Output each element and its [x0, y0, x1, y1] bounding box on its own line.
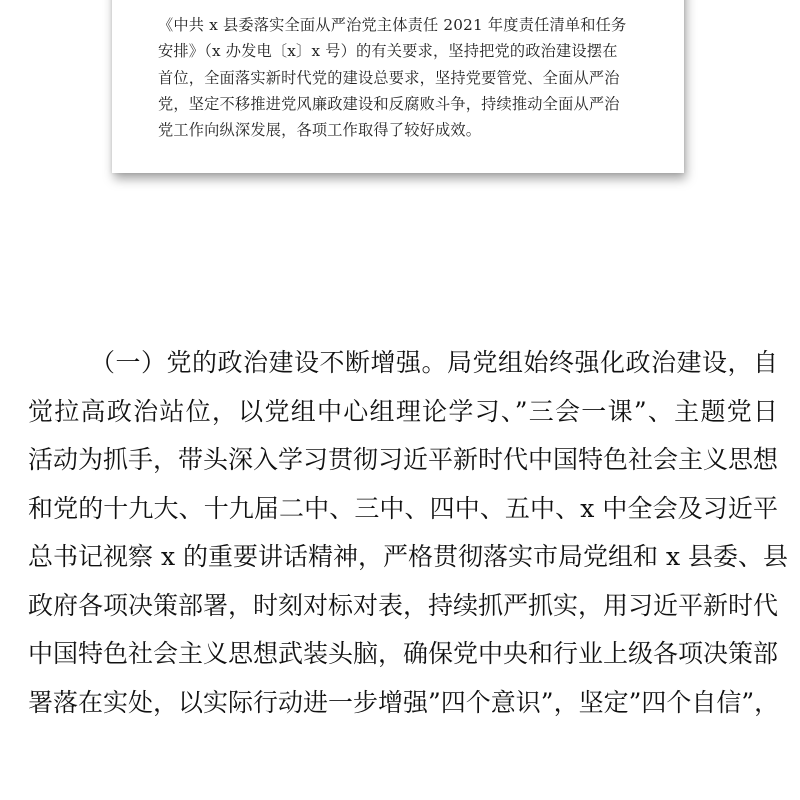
excerpt-line: 党工作向纵深发展，各项工作取得了较好成效。	[158, 121, 482, 140]
paragraph-line: 和党的十九大、十九届二中、三中、四中、五中、x 中全会及习近平	[28, 493, 778, 523]
excerpt-line: 《中共 x 县委落实全面从严治党主体责任 2021 年度责任清单和任务	[158, 16, 627, 34]
paragraph-line: 活动为抓手，带头深入学习贯彻习近平新时代中国特色社会主义思想	[28, 445, 779, 474]
excerpt-line: 党，坚定不移推进党风廉政建设和反腐败斗争，持续推动全面从严治	[158, 94, 620, 113]
excerpt-line: 安排》（x 办发电〔x〕x 号）的有关要求，坚持把党的政治建设摆在	[158, 42, 618, 61]
paragraph-line: 署落在实处，以实际行动进一步增强”四个意识”，坚定”四个自信”，	[28, 687, 780, 717]
body-paragraph	[28, 339, 788, 727]
paragraph-line: 觉拉高政治站位，以党组中心组理论学习、”三会一课”、主题党日	[28, 396, 778, 426]
paragraph-line: （一）党的政治建设不断增强。局党组始终强化政治建设，自	[90, 348, 778, 377]
excerpt-card	[112, 0, 684, 173]
paragraph-line: 政府各项决策部署，时刻对标对表，持续抓严抓实，用习近平新时代	[28, 590, 779, 620]
paragraph-line: 总书记视察 x 的重要讲话精神，严格贯彻落实市局党组和 x 县委、县	[28, 542, 788, 571]
excerpt-line: 首位，全面落实新时代党的建设总要求，坚持党要管党、全面从严治	[158, 68, 620, 87]
paragraph-line: 中国特色社会主义思想武装头脑，确保党中央和行业上级各项决策部	[28, 639, 779, 668]
